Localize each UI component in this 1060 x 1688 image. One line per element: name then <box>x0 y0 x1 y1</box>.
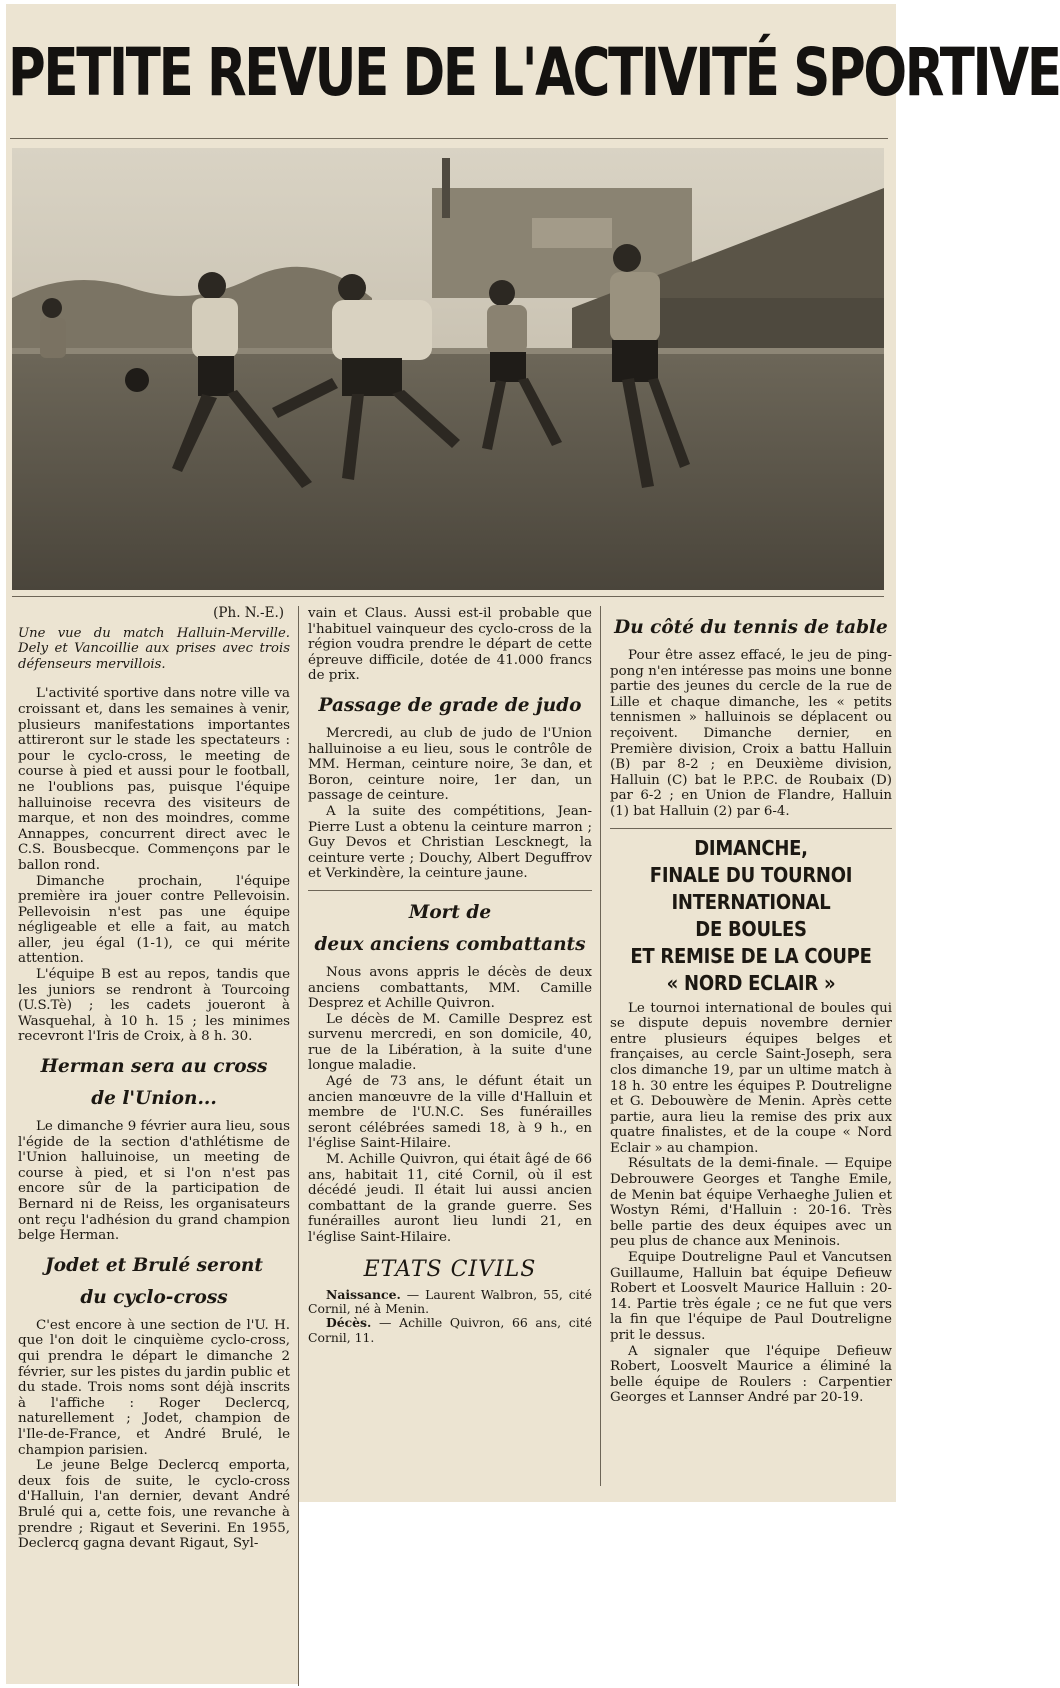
tennis-paragraph: Pour être assez effacé, le jeu de ping-pong n'en intéresse pas moins une bonne partie des jeunes du cercle de la rue de Lille et chaque dimanche, les « petits tennismen » halluinois se déplacent ou reçoivent. Dimanche dernier, en Première division, Croix a battu Halluin (B) par 8-2 ; en Deuxième division, Halluin (C) bat le P.P.C. de Roubaix (D) par 6-2 ; en Union de Flandre, Halluin (1) bat Halluin (2) par 6-4. <box>610 648 892 819</box>
jodet-heading-line-2: du cyclo-cross <box>80 1286 228 1308</box>
photo-caption: Une vue du match Halluin-Merville. Dely et Vancoillie aux prises avec trois défenseurs mervillois. <box>18 625 290 672</box>
judo-heading: Passage de grade de judo <box>318 694 582 716</box>
photo-credit: (Ph. N.-E.) <box>213 605 284 621</box>
mort-heading-line-2: deux anciens combattants <box>314 933 586 955</box>
match-photo <box>12 148 884 590</box>
tennis-rule <box>610 828 892 829</box>
column-1 <box>18 606 290 1552</box>
column-3 <box>610 606 892 1406</box>
naissance-label: Naissance. <box>326 1286 401 1302</box>
herman-paragraph: Le dimanche 9 février aura lieu, sous l'égide de la section d'athlétisme de l'Union halluinoise, un meeting de course à pied, et si l'on n'est pas encore sûr de la participation de Bernard ni de Reiss, les organisateurs ont reçu l'adhésion du grand champion belge Herman. <box>18 1119 290 1244</box>
jodet-heading <box>18 1250 290 1314</box>
headline-rule <box>10 138 888 139</box>
column-rule-2 <box>600 606 601 1486</box>
boules-paragraph-4: A signaler que l'équipe Defieuw Robert, Loosvelt Maurice a éliminé la belle équipe de Roulers : Carpentier Georges et Lannser André par 20-19. <box>610 1343 892 1406</box>
boules-heading-line-3: INTERNATIONAL <box>671 889 831 914</box>
boules-paragraph-3: Equipe Doutreligne Paul et Vancutsen Guillaume, Halluin bat équipe Defieuw Robert et Loosvelt Maurice Halluin : 20-14. Partie très égale ; ce ne fut que vers la fin que l'équipe de Paul Doutreligne prit le dessus. <box>610 1250 892 1343</box>
column-rule-1 <box>298 606 299 1686</box>
column-2 <box>308 606 592 1345</box>
herman-heading <box>18 1051 290 1115</box>
boules-paragraph-2: Résultats de la demi-finale. — Equipe Debrouwere Georges et Tanghe Emile, de Menin bat équipe Verhaeghe Julien et Wostyn Rémi, d'Halluin : 20-16. Très belle partie des deux équipes avec un peu plus de chance aux Meninois. <box>610 1156 892 1250</box>
intro-paragraph-1: L'activité sportive dans notre ville va croissant et, dans les semaines à venir, plusieurs manifestations importantes attireront sur le stade les spectateurs : pour le cyclo-cross, le meeting de course à pied et aussi pour le football, ne l'oublions pas, puisque l'équipe halluinoise recevra des visiteurs de marque, et non des moindres, comme Annappes, concurrent direct avec le C.S. Bousbecque. Commençons par le ballon rond. <box>18 686 290 873</box>
intro-paragraph-2: Dimanche prochain, l'équipe première ira jouer contre Pellevoisin. Pellevoisin n'est pas une équipe négligeable et elle a fait, au match aller, jeu égal (1-1), ce qui mérite attention. <box>18 873 290 967</box>
deces-entry <box>308 1316 592 1345</box>
cyclo-continuation: vain et Claus. Aussi est-il probable que l'habituel vainqueur des cyclo-cross de la région voudra prendre le départ de cette épreuve difficile, dotée de 41.000 francs de prix. <box>308 606 592 684</box>
boules-heading-line-4: DE BOULES <box>695 916 807 941</box>
photo-rule <box>12 596 884 597</box>
boules-paragraph-1: Le tournoi international de boules qui se dispute depuis novembre dernier entre plusieurs équipes belges et françaises, au cercle Saint-Joseph, sera clos dimanche 19, par un ultime match à 18 h. 30 entre les équipes P. Doutreligne et G. Debouwère de Menin. Après cette partie, aura lieu la remise des prix aux quatre finalistes, et de la coupe « Nord Eclair » au champion. <box>610 1000 892 1156</box>
headline: PETITE REVUE DE L'ACTIVITÉ SPORTIVE <box>8 34 1060 111</box>
mort-paragraph-1: Nous avons appris le décès de deux anciens combattants, MM. Camille Desprez et Achille Quivron. <box>308 964 592 1012</box>
deces-label: Décès. <box>326 1315 372 1331</box>
naissance-text: — Laurent Walbron, 55, cité Cornil, né à Menin. <box>308 1286 592 1316</box>
mort-paragraph-4: M. Achille Quivron, qui était âgé de 66 ans, habitait 11, cité Cornil, où il est décédé jeudi. Il était lui aussi ancien combattant de la grande guerre. Ses funérailles auront lieu lundi 21, en l'église Saint-Hilaire. <box>308 1152 592 1245</box>
boules-heading <box>624 835 878 997</box>
mort-paragraph-2: Le décès de M. Camille Desprez est survenu mercredi, en son domicile, 40, rue de la Libération, à la suite d'une longue maladie. <box>308 1011 592 1074</box>
judo-paragraph-1: Mercredi, au club de judo de l'Union halluinoise a eu lieu, sous le contrôle de MM. Herman, ceinture noire, 3e dan, et Boron, ceinture noire, 1er dan, un passage de ceinture. <box>308 725 592 804</box>
jodet-heading-line-1: Jodet et Brulé seront <box>45 1254 263 1276</box>
naissance-entry <box>308 1288 592 1317</box>
boules-heading-line-5: ET REMISE DE LA COUPE <box>630 943 872 968</box>
herman-heading-line-1: Herman sera au cross <box>40 1056 268 1078</box>
herman-heading-line-2: de l'Union... <box>91 1088 217 1110</box>
deces-text: — Achille Quivron, 66 ans, cité Cornil, 11. <box>308 1315 592 1345</box>
jodet-paragraph-1: C'est encore à une section de l'U. H. que l'on doit le cinquième cyclo-cross, qui prendra le départ le dimanche 2 février, sur les pistes du jardin public et du stade. Trois noms sont déjà inscrits à l'affiche : Roger Declercq, naturellement ; Jodet, champion de l'Ile-de-France, et André Brulé, le champion parisien. <box>18 1317 290 1458</box>
etats-civils-heading: ETATS CIVILS <box>363 1256 537 1282</box>
mort-heading-line-1: Mort de <box>408 901 492 923</box>
mort-paragraph-3: Agé de 73 ans, le défunt était un ancien manœuvre de la ville d'Halluin et membre de l'U.N.C. Ses funérailles seront célébrées samedi 18, à 9 h., en l'église Saint-Hilaire. <box>308 1074 592 1152</box>
intro-paragraph-3: L'équipe B est au repos, tandis que les juniors se rendront à Tourcoing (U.S.Tè) ; les cadets joueront à Wasquehal, à 10 h. 15 ; les minimes recevront l'Iris de Croix, à 8 h. 30. <box>18 967 290 1045</box>
jodet-paragraph-2: Le jeune Belge Declercq emporta, deux fois de suite, le cyclo-cross d'Halluin, l'an dernier, devant André Brulé qui a, cette fois, une revanche à prendre ; Rigaut et Severini. En 1955, Declercq gagna devant Rigaut, Syl- <box>18 1458 290 1552</box>
judo-rule <box>308 890 592 891</box>
mort-heading <box>308 897 592 961</box>
judo-paragraph-2: A la suite des compétitions, Jean-Pierre Lust a obtenu la ceinture marron ; Guy Devos et Christian Lescknegt, la ceinture verte ; Douchy, Albert Deguffrov et Verkindère, la ceinture jaune. <box>308 803 592 882</box>
boules-heading-line-1: DIMANCHE, <box>694 835 808 860</box>
tennis-heading: Du côté du tennis de table <box>614 617 888 638</box>
boules-heading-line-2: FINALE DU TOURNOI <box>649 862 853 887</box>
boules-heading-line-6: « NORD ECLAIR » <box>666 970 836 995</box>
